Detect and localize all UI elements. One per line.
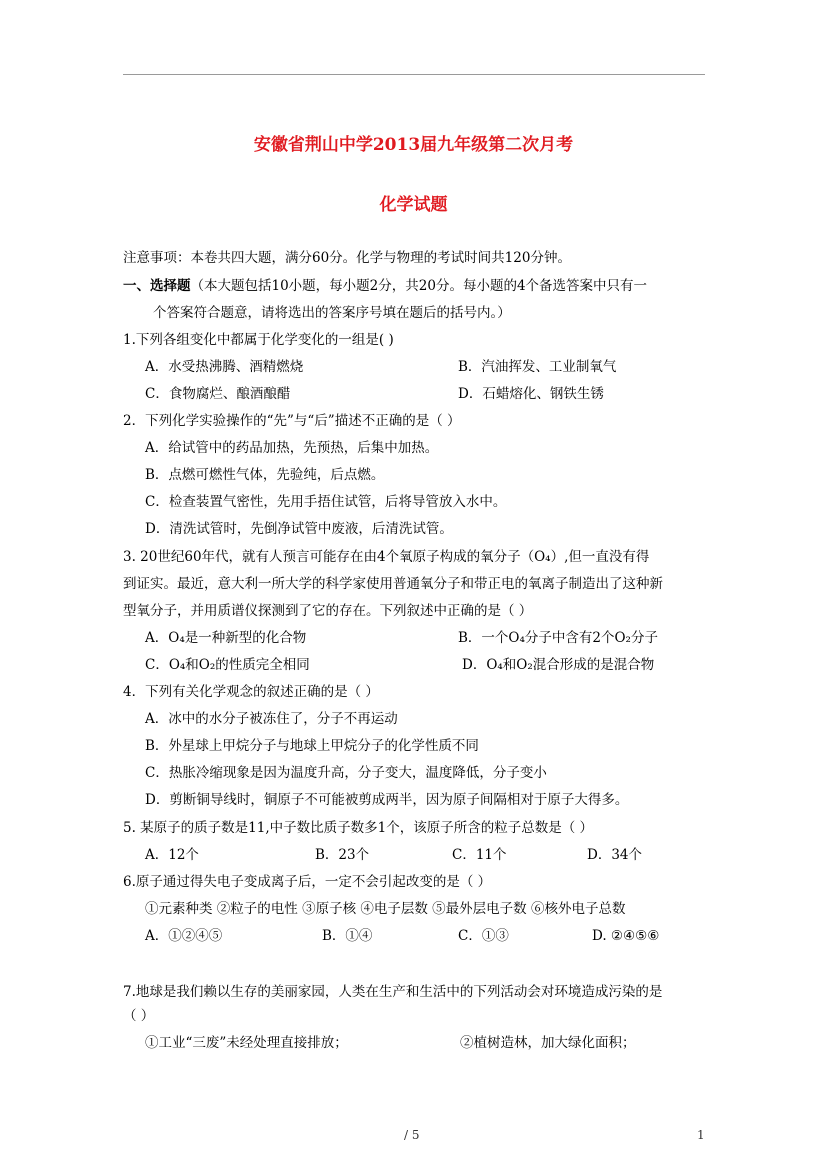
q4-stem: 4．下列有关化学观念的叙述正确的是（ ）: [123, 684, 379, 700]
q2-option-b: B．点燃可燃性气体，先验纯，后点燃。: [145, 467, 385, 483]
q3-option-d: D．O₄和O₂混合形成的是混合物: [462, 657, 655, 673]
notice: 注意事项：本卷共四大题，满分60分。化学与物理的考试时间共120分钟。: [123, 250, 571, 266]
q1-option-b: B．汽油挥发、工业制氧气: [458, 359, 617, 375]
section1-desc1: （本大题包括10小题，每小题2分，共20分。每小题的4个备选答案中只有一: [190, 278, 648, 294]
q6-option-d: D. ②④⑤⑥: [592, 928, 660, 944]
q5-option-b: B．23个: [315, 847, 370, 863]
q4-option-d: D．剪断铜导线时，铜原子不可能被剪成两半，因为原子间隔相对于原子大得多。: [145, 792, 629, 808]
q5-option-c: C．11个: [452, 847, 507, 863]
page-count: / 5: [404, 1128, 420, 1142]
q3-option-a: A．O₄是一种新型的化合物: [145, 630, 307, 646]
exam-title: 安徽省荆山中学2013届九年级第二次月考: [253, 135, 574, 155]
q3-option-c: C．O₄和O₂的性质完全相同: [145, 657, 310, 673]
q4-option-a: A．冰中的水分子被冻住了，分子不再运动: [145, 711, 398, 727]
q6-stem: 6.原子通过得失电子变成离子后，一定不会引起改变的是（ ）: [123, 874, 492, 890]
q6-option-c: C．①③: [458, 928, 509, 944]
q1-option-a: A．水受热沸腾、酒精燃烧: [145, 359, 304, 375]
exam-subtitle: 化学试题: [379, 195, 448, 215]
q1-option-c: C．食物腐烂、酿酒酿醋: [145, 386, 291, 402]
section1-desc2: 个答案符合题意，请将选出的答案序号填在题后的括号内。）: [153, 305, 511, 321]
q5-stem: 5. 某原子的质子数是11,中子数比质子数多1个，该原子所含的粒子总数是（ ）: [123, 820, 594, 836]
q3-option-b: B．一个O₄分子中含有2个O₂分子: [458, 630, 658, 646]
q1-stem: 1.下列各组变化中都属于化学变化的一组是( ): [123, 332, 394, 348]
q2-stem: 2．下列化学实验操作的“先”与“后”描述不正确的是（ ）: [123, 413, 461, 429]
q3-stem-line2: 到证实。最近，意大利一所大学的科学家使用普通氧分子和带正电的氧离子制造出了这种新: [123, 576, 663, 592]
q5-option-d: D．34个: [587, 847, 643, 863]
q1-option-d: D．石蜡熔化、钢铁生锈: [458, 386, 604, 402]
q7-stem-line2: （ ）: [123, 1008, 155, 1024]
q6-option-a: A．①②④⑤: [145, 928, 223, 944]
q6-items: ①元素种类 ②粒子的电性 ③原子核 ④电子层数 ⑤最外层电子数 ⑥核外电子总数: [145, 901, 626, 917]
q6-option-b: B．①④: [322, 928, 373, 944]
section1-intro: [123, 278, 647, 294]
page-number: 1: [697, 1128, 705, 1142]
q2-option-a: A．给试管中的药品加热，先预热，后集中加热。: [145, 440, 439, 456]
q4-option-b: B．外星球上甲烷分子与地球上甲烷分子的化学性质不同: [145, 738, 479, 754]
q7-option-1: ①工业“三废”未经处理直接排放；: [145, 1035, 348, 1051]
q7-stem-line1: 7.地球是我们赖以生存的美丽家园，人类在生产和生活中的下列活动会对环境造成污染的是: [123, 984, 663, 1000]
q2-option-c: C．检查装置气密性，先用手捂住试管，后将导管放入水中。: [145, 494, 507, 510]
q5-option-a: A．12个: [145, 847, 199, 863]
q3-stem-line3: 型氧分子，并用质谱仪探测到了它的存在。下列叙述中正确的是（ ）: [123, 603, 533, 619]
header-rule: [123, 74, 705, 75]
section1-heading: 一、选择题: [123, 278, 191, 294]
q2-option-d: D．清洗试管时，先倒净试管中废液，后清洗试管。: [145, 521, 453, 537]
q3-stem-line1: 3. 20世纪60年代，就有人预言可能存在由4个氧原子构成的氧分子（O₄）,但一直没有得: [123, 549, 650, 565]
q7-option-2: ②植树造林，加大绿化面积；: [460, 1035, 636, 1051]
q4-option-c: C．热胀冷缩现象是因为温度升高，分子变大，温度降低，分子变小: [145, 765, 547, 781]
